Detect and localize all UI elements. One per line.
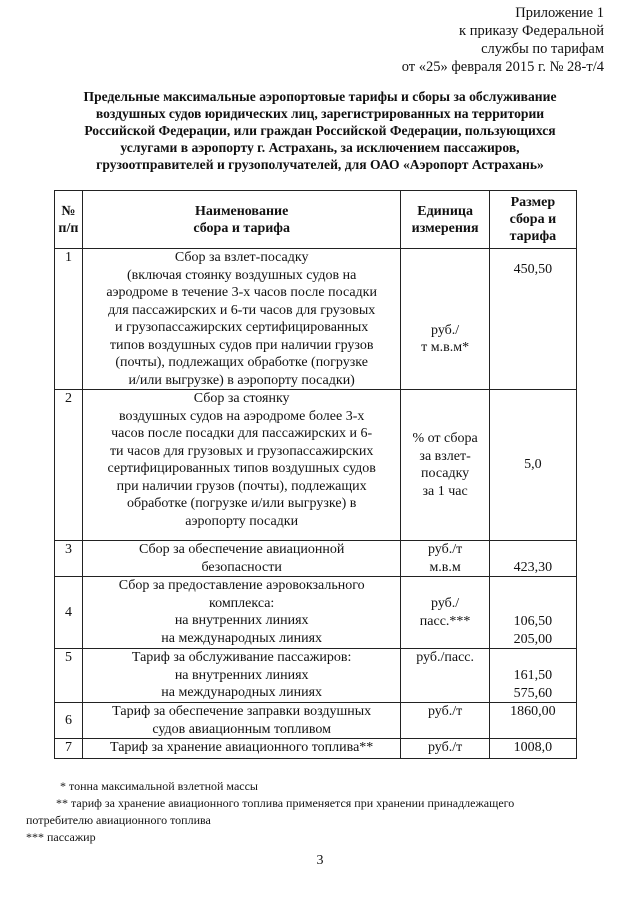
row-fee-name: Тариф за хранение авиационного топлива** xyxy=(82,739,401,759)
row-value: 1008,0 xyxy=(489,739,576,759)
row-fee-name: Сбор за предоставление аэровокзального комплекса: на внутренних линиях на международных линиях xyxy=(82,577,401,649)
table-header-row xyxy=(55,191,577,249)
row-number: 2 xyxy=(55,390,83,541)
row-number: 5 xyxy=(55,649,83,703)
title-line: Российской Федерации, или граждан Российской Федерации, пользующихся xyxy=(84,123,556,138)
table-row xyxy=(55,390,577,541)
table-row xyxy=(55,577,577,649)
row-number: 6 xyxy=(55,703,83,739)
row-value: 423,30 xyxy=(489,541,576,577)
title-line: воздушных судов юридических лиц, зарегистрированных на территории xyxy=(95,106,545,121)
row-value: 161,50 575,60 xyxy=(489,649,576,703)
row-unit: руб./т xyxy=(401,739,489,759)
table-row xyxy=(55,541,577,577)
row-unit: руб./пасс. xyxy=(401,649,489,703)
table-row xyxy=(55,649,577,703)
footnote-fuel-storage: ** тариф за хранение авиационного топлива применяется при хранении принадлежащего xyxy=(56,796,515,810)
table-row xyxy=(55,739,577,759)
title-line: услугами в аэропорту г. Астрахань, за исключением пассажиров, xyxy=(120,140,520,155)
tariff-table xyxy=(54,190,577,759)
footnote-fuel-storage-cont: потребителю авиационного топлива xyxy=(26,813,211,827)
row-fee-name: Тариф за обслуживание пассажиров: на внутренних линиях на международных линиях xyxy=(82,649,401,703)
page-number: 3 xyxy=(316,853,324,868)
row-number: 3 xyxy=(55,541,83,577)
column-header-name: Наименование сбора и тарифа xyxy=(82,191,401,249)
row-value: 106,50 205,00 xyxy=(489,577,576,649)
column-header-unit: Единица измерения xyxy=(401,191,489,249)
row-value: 5,0 xyxy=(489,390,576,541)
footnote-passenger: *** пассажир xyxy=(26,830,96,844)
header-appendix: Приложение 1 xyxy=(515,5,604,21)
footnote-mass: * тонна максимальной взлетной массы xyxy=(60,779,258,793)
row-number: 7 xyxy=(55,739,83,759)
row-number: 1 xyxy=(55,249,83,390)
row-unit: руб./ пасс.*** xyxy=(401,577,489,649)
row-fee-name: Тариф за обеспечение заправки воздушных судов авиационным топливом xyxy=(82,703,401,739)
row-value: 1860,00 xyxy=(489,703,576,739)
title-line: грузоотправителей и грузополучателей, для ОАО «Аэропорт Астрахань» xyxy=(96,157,544,172)
row-fee-name: Сбор за стоянку воздушных судов на аэродроме более 3-х часов после посадки для пассажирских и 6- ти часов для грузовых и грузопассажирских сертифицированных типов воздушных судов при наличии грузов (почты), подлежащих обработке (погрузке и/или выгрузке) в аэропорту посадки xyxy=(82,390,401,541)
table-row xyxy=(55,703,577,739)
document-title xyxy=(40,88,600,173)
row-unit: % от сбора за взлет- посадку за 1 час xyxy=(401,390,489,541)
header-order-ref: к приказу Федеральной xyxy=(459,23,604,39)
header-agency: службы по тарифам xyxy=(481,41,604,57)
title-line: Предельные максимальные аэропортовые тарифы и сборы за обслуживание xyxy=(83,89,557,104)
document-header xyxy=(402,4,604,76)
row-number: 4 xyxy=(55,577,83,649)
row-fee-name: Сбор за взлет-посадку (включая стоянку воздушных судов на аэродроме в течение 3-х часов после посадки для пассажирских и 6-ти часов для грузовых и грузопассажирских сертифицированных типов воздушных судов при наличии грузов (почты), подлежащих обработке (погрузке и/или выгрузке) в аэропорту посадки) xyxy=(82,249,401,390)
row-unit: руб./ т м.в.м* xyxy=(401,249,489,390)
column-header-number: № п/п xyxy=(55,191,83,249)
row-fee-name: Сбор за обеспечение авиационной безопасности xyxy=(82,541,401,577)
table-row xyxy=(55,249,577,390)
header-date-number: от «25» февраля 2015 г. № 28-т/4 xyxy=(401,59,604,75)
footnotes xyxy=(26,778,616,846)
row-value: 450,50 xyxy=(489,249,576,390)
column-header-value: Размер сбора и тарифа xyxy=(489,191,576,249)
row-unit: руб./т м.в.м xyxy=(401,541,489,577)
row-unit: руб./т xyxy=(401,703,489,739)
